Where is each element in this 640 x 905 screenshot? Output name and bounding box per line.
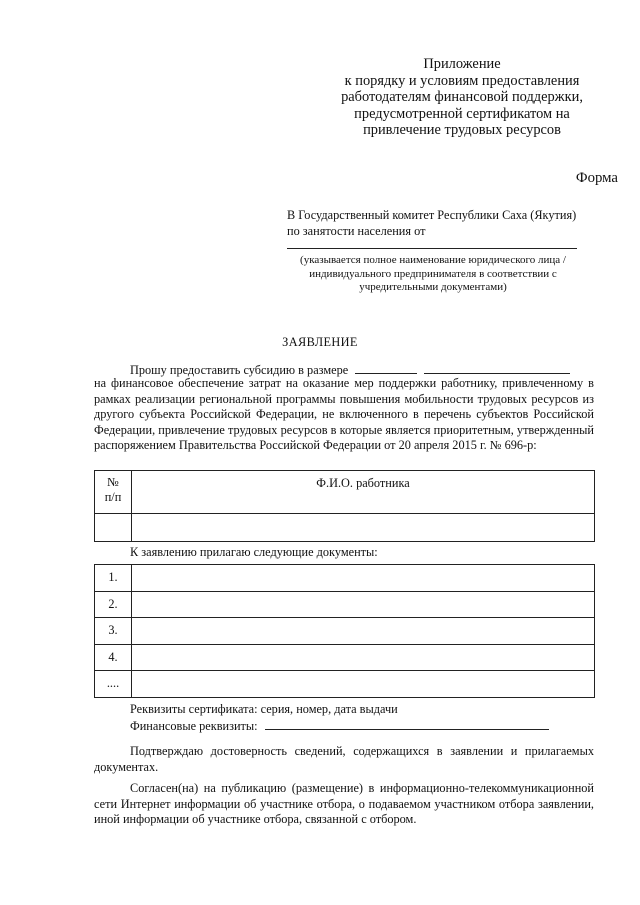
document-number-cell: 3.: [95, 618, 132, 645]
appendix-line: Приложение: [423, 56, 501, 72]
form-label: Форма: [575, 170, 618, 186]
financial-requisites-label: Финансовые реквизиты:: [130, 719, 258, 733]
request-lead-text: Прошу предоставить субсидию в размере: [130, 363, 349, 377]
applicant-name-hint: (указывается полное наименование юридического лица /индивидуального предпринимателя в соответствии с учредительными документами): [300, 254, 566, 294]
appendix-line: предусмотренной сертификатом на: [354, 105, 570, 122]
document-name-cell[interactable]: [132, 618, 595, 645]
worker-number-cell[interactable]: [95, 514, 132, 542]
applicant-name-field-line[interactable]: [287, 248, 577, 249]
document-name-cell[interactable]: [132, 671, 595, 698]
table-row: [95, 671, 595, 698]
worker-name-cell[interactable]: [132, 514, 595, 542]
financial-requisites-field[interactable]: [265, 717, 549, 730]
table-row: [95, 618, 595, 645]
document-number-cell: 1.: [95, 565, 132, 592]
documents-intro: К заявлению прилагаю следующие документы:: [130, 545, 378, 559]
col-number-sublabel: п/п: [104, 490, 122, 504]
appendix-header: [300, 56, 624, 139]
table-row: [95, 514, 595, 542]
addressee-line-2: по занятости населения от: [287, 223, 426, 238]
financial-requisites-line: [130, 717, 549, 735]
certificate-requisites: Реквизиты сертификата: серия, номер, дата выдачи: [130, 702, 398, 716]
addressee-block: [287, 208, 607, 239]
appendix-line: привлечение трудовых ресурсов: [363, 122, 561, 139]
appendix-line: работодателям финансовой поддержки,: [341, 89, 583, 106]
consent-paragraph: Согласен(на) на публикацию (размещение) в информационно-телекоммуникационной сети Интернет информации об участнике отбора, о подаваемом участником отбора заявлении, иной информации об участнике отбора, связанной с отбором.: [94, 781, 594, 827]
document-number-cell: ....: [95, 671, 132, 698]
subsidy-amount-words-field[interactable]: [424, 361, 570, 374]
addressee-line-1: В Государственный комитет Республики Саха (Якутия): [287, 208, 577, 222]
appendix-line: к порядку и условиям предоставления: [344, 72, 580, 89]
document-number-cell: 4.: [95, 644, 132, 671]
document-number-cell: 2.: [95, 591, 132, 618]
table-header-row: [95, 471, 595, 514]
request-body: на финансовое обеспечение затрат на оказание мер поддержки работнику, привлеченному в рамках реализации региональной программы повышения мобильности трудовых ресурсов из другого субъекта Российской Федерации, не включенного в перечень субъектов Российской Федерации, привлечение трудовых ресурсов в которые является приоритетным, утвержденный распоряжением Правительства Российской Федерации от 20 апреля 2015 г. № 696-р:: [94, 376, 594, 453]
documents-table: [94, 564, 595, 698]
document-name-cell[interactable]: [132, 644, 595, 671]
table-row: [95, 591, 595, 618]
document-name-cell[interactable]: [132, 565, 595, 592]
table-row: [95, 565, 595, 592]
document-name-cell[interactable]: [132, 591, 595, 618]
table-row: [95, 644, 595, 671]
col-worker-name-header: Ф.И.О. работника: [132, 471, 595, 514]
document-title: ЗАЯВЛЕНИЕ: [282, 335, 358, 349]
subsidy-amount-field[interactable]: [355, 361, 417, 374]
workers-table: [94, 470, 595, 542]
confirmation-paragraph: Подтверждаю достоверность сведений, содержащихся в заявлении и прилагаемых документах.: [94, 744, 594, 774]
col-number-label: №: [107, 475, 119, 489]
col-number-header: [95, 471, 132, 514]
